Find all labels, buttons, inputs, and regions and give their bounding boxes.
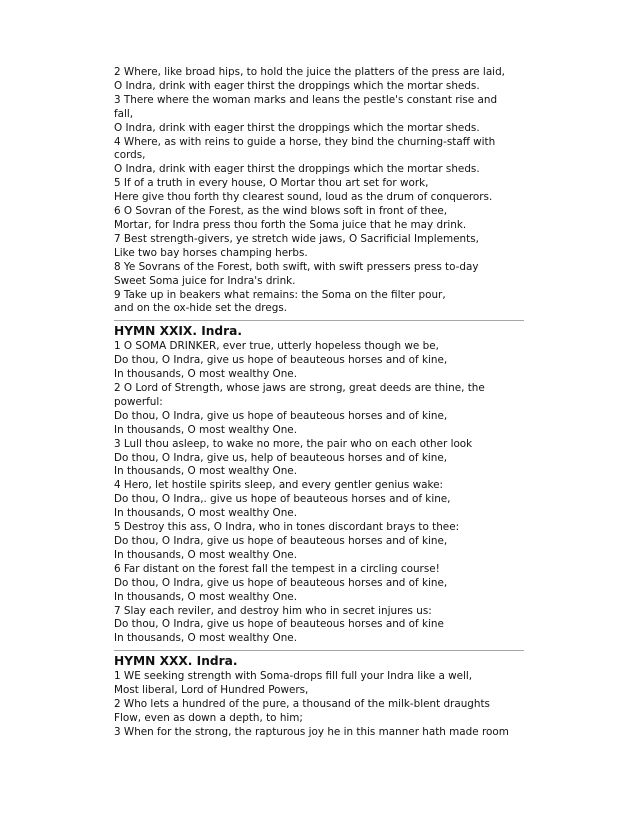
hymn-30-verse-line: 2 Who lets a hundred of the pure, a thousand of the milk-blent draughts [114, 698, 490, 711]
verse-line: fall, [114, 107, 134, 120]
hymn-29-verse-line: 5 Destroy this ass, O Indra, who in tones discordant brays to thee: [114, 521, 460, 534]
verse-line: Here give thou forth thy clearest sound, loud as the drum of conquerors. [114, 191, 493, 204]
hymn-29-verse-line: In thousands, O most wealthy One. [114, 632, 298, 645]
hymn-29-verse-line: 1 O SOMA DRINKER, ever true, utterly hopeless though we be, [114, 340, 439, 353]
verse-line: 5 If of a truth in every house, O Mortar thou art set for work, [114, 177, 429, 190]
verse-line: O Indra, drink with eager thirst the droppings which the mortar sheds. [114, 163, 480, 176]
verse-line: 8 Ye Sovrans of the Forest, both swift, with swift pressers press to-day [114, 260, 479, 273]
hymn-29-verse-line: In thousands, O most wealthy One. [114, 548, 298, 561]
verse-line: O Indra, drink with eager thirst the droppings which the mortar sheds. [114, 121, 480, 134]
hymn-30-verse-line: 1 WE seeking strength with Soma-drops fill full your Indra like a well, [114, 670, 473, 683]
verse-line: 3 There where the woman marks and leans the pestle's constant rise and [114, 93, 498, 106]
hymn-29-verse-line: Do thou, O Indra, give us hope of beauteous horses and of kine, [114, 576, 448, 589]
hymn-29-verse-line: 7 Slay each reviler, and destroy him who in secret injures us: [114, 604, 432, 617]
hymn-29-verse-line: powerful: [114, 395, 163, 408]
hymn-29-verse-line: Do thou, O Indra, give us hope of beauteous horses and of kine, [114, 354, 448, 367]
hymn-29-verse-line: Do thou, O Indra, give us hope of beauteous horses and of kine, [114, 409, 448, 422]
verse-line: 4 Where, as with reins to guide a horse, they bind the churning-staff with [114, 135, 496, 148]
verse-line: O Indra, drink with eager thirst the droppings which the mortar sheds. [114, 79, 480, 92]
hymn-29-title: HYMN XXIX. Indra. [114, 324, 242, 339]
hymn-29-verse-line: 4 Hero, let hostile spirits sleep, and every gentler genius wake: [114, 479, 443, 492]
hymn-29-verse-line: In thousands, O most wealthy One. [114, 465, 298, 478]
document-page [114, 66, 524, 740]
section-divider [114, 650, 524, 651]
verse-line: and on the ox-hide set the dregs. [114, 302, 288, 315]
hymn-29-verse-line: In thousands, O most wealthy One. [114, 507, 298, 520]
hymn-30-verse-line: 3 When for the strong, the rapturous joy he in this manner hath made room [114, 725, 509, 738]
section-divider [114, 320, 524, 321]
hymn-30-verse-line: Most liberal, Lord of Hundred Powers, [114, 684, 309, 697]
verse-line: Mortar, for Indra press thou forth the Soma juice that he may drink. [114, 218, 467, 231]
hymn-30-body [114, 670, 524, 740]
verse-line: Like two bay horses champing herbs. [114, 246, 308, 259]
hymn-29-verse-line: In thousands, O most wealthy One. [114, 590, 298, 603]
hymn-29-body [114, 340, 524, 646]
hymn-29-verse-line: Do thou, O Indra, give us hope of beauteous horses and of kine, [114, 535, 448, 547]
hymn-29-verse-line: Do thou, O Indra,. give us hope of beauteous horses and of kine, [114, 493, 451, 506]
hymn-29-verse-line: 6 Far distant on the forest fall the tempest in a circling course! [114, 562, 440, 575]
hymn-30-title: HYMN XXX. Indra. [114, 654, 238, 669]
verse-line: 6 O Sovran of the Forest, as the wind blows soft in front of thee, [114, 205, 448, 218]
verse-line: 2 Where, like broad hips, to hold the juice the platters of the press are laid, [114, 66, 505, 78]
hymn-29-verse-line: In thousands, O most wealthy One. [114, 368, 298, 381]
verse-line: Sweet Soma juice for Indra's drink. [114, 274, 296, 287]
hymn-29-verse-line: 2 O Lord of Strength, whose jaws are strong, great deeds are thine, the [114, 382, 485, 395]
verse-line: 9 Take up in beakers what remains: the Soma on the filter pour, [114, 288, 446, 301]
verse-line: cords, [114, 149, 146, 162]
hymn-29-verse-line: Do thou, O Indra, give us, help of beauteous horses and of kine, [114, 451, 448, 464]
hymn-29-verse-line: 3 Lull thou asleep, to wake no more, the pair who on each other look [114, 437, 473, 450]
hymn-29-verse-line: In thousands, O most wealthy One. [114, 423, 298, 436]
section-top [114, 66, 524, 316]
hymn-30-verse-line: Flow, even as down a depth, to him; [114, 711, 303, 724]
hymn-29-verse-line: Do thou, O Indra, give us hope of beauteous horses and of kine [114, 618, 444, 631]
verse-line: 7 Best strength-givers, ye stretch wide jaws, O Sacrificial Implements, [114, 232, 479, 245]
